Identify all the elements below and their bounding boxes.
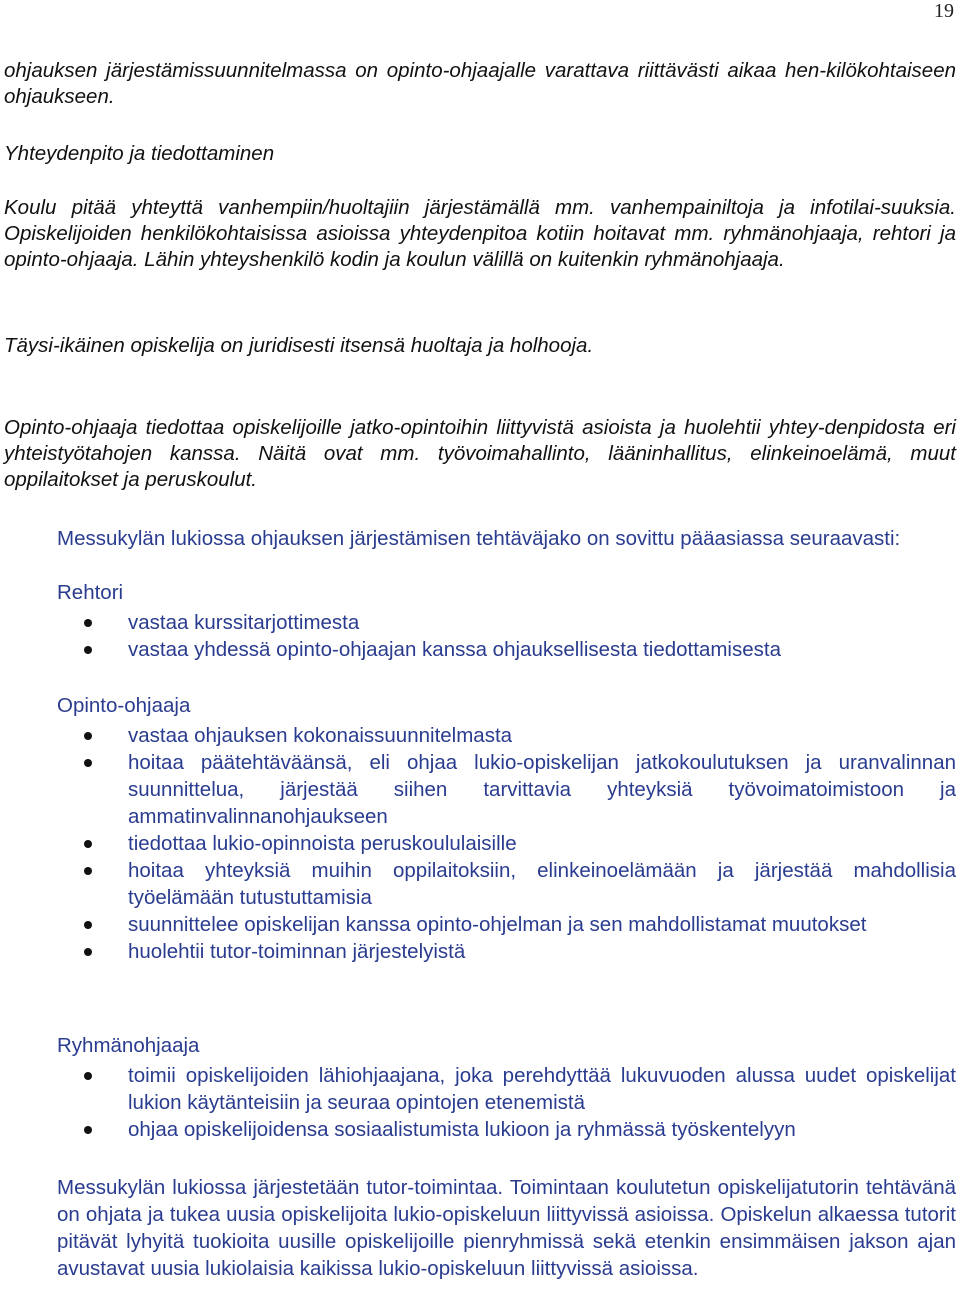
page-number: 19	[934, 0, 954, 22]
section-heading: Yhteydenpito ja tiedottaminen	[4, 142, 275, 165]
role-list-ryhmanohjaaja	[57, 1062, 956, 1143]
division-intro: Messukylän lukiossa ohjauksen järjestämisen tehtäväjako on sovittu pääasiassa seuraavasti:	[57, 527, 901, 550]
bullet-icon	[84, 867, 92, 875]
role-title-ryhmanohjaaja: Ryhmänohjaaja	[57, 1034, 200, 1057]
paragraph-counselor-info: Opinto-ohjaaja tiedottaa opiskelijoille jatko-opintoihin liittyvistä asioista ja huolehtii yhtey-denpidosta eri yhteistyötahojen kanssa. Näitä ovat mm. työvoimahallinto, lääninhallitus, elinkeinoelämä, muut oppilaitokset ja peruskoulut.	[4, 416, 956, 491]
bullet-icon	[84, 921, 92, 929]
list-item: vastaa kurssitarjottimesta	[57, 609, 956, 636]
bullet-icon	[84, 732, 92, 740]
list-item: vastaa yhdessä opinto-ohjaajan kanssa ohjauksellisesta tiedottamisesta	[57, 636, 956, 663]
list-item: huolehtii tutor-toiminnan järjestelyistä	[57, 938, 956, 965]
list-item: hoitaa yhteyksiä muihin oppilaitoksiin, elinkeinoelämään ja järjestää mahdollisia työelämään tutustuttamisia	[57, 857, 956, 911]
list-item: vastaa ohjauksen kokonaissuunnitelmasta	[57, 722, 956, 749]
bullet-icon	[84, 759, 92, 767]
paragraph-contacts: Koulu pitää yhteyttä vanhempiin/huoltajiin järjestämällä mm. vanhempainiltoja ja infotilai-suuksia. Opiskelijoiden henkilökohtaisissa asioissa yhteydenpitoa kotiin hoitavat mm. ryhmänohjaaja, rehtori ja opinto-ohjaaja. Lähin yhteyshenkilö kodin ja koulun välillä on kuitenkin ryhmänohjaaja.	[4, 196, 956, 271]
intro-line: ohjauksen järjestämissuunnitelmassa on opinto-ohjaajalle varattava riittävästi aikaa hen-kilökohtaiseen ohjaukseen.	[4, 59, 956, 108]
bullet-icon	[84, 1126, 92, 1134]
bullet-icon	[84, 840, 92, 848]
list-item: hoitaa päätehtäväänsä, eli ohjaa lukio-opiskelijan jatkokoulutuksen ja uranvalinnan suunnittelua, järjestää siihen tarvittavia yhteyksiä työvoimatoimistoon ja ammatinvalinnanohjaukseen	[57, 749, 956, 830]
bullet-icon	[84, 646, 92, 654]
tutor-paragraph: Messukylän lukiossa järjestetään tutor-toimintaa. Toimintaan koulutetun opiskelijatutorin tehtävänä on ohjata ja tukea uusia opiskelijoita lukio-opiskeluun liittyvissä asioissa. Opiskelun alkaessa tutorit pitävät lyhyitä tuokioita uusille opiskelijoille pienryhmissä sekä etenkin ensimmäisen jakson ajan avustavat uusia lukiolaisia kaikissa lukio-opiskeluun liittyvissä asioissa.	[57, 1176, 956, 1280]
bullet-icon	[84, 619, 92, 627]
bullet-icon	[84, 948, 92, 956]
list-item: toimii opiskelijoiden lähiohjaajana, joka perehdyttää lukuvuoden alussa uudet opiskelijat lukion käytänteisiin ja seuraa opintojen etenemistä	[57, 1062, 956, 1116]
bullet-icon	[84, 1072, 92, 1080]
list-item: tiedottaa lukio-opinnoista peruskoululaisille	[57, 830, 956, 857]
role-list-rehtori	[57, 609, 956, 663]
list-item: ohjaa opiskelijoidensa sosiaalistumista lukioon ja ryhmässä työskentelyyn	[57, 1116, 956, 1143]
role-title-opinto-ohjaaja: Opinto-ohjaaja	[57, 694, 191, 717]
list-item: suunnittelee opiskelijan kanssa opinto-ohjelman ja sen mahdollistamat muutokset	[57, 911, 956, 938]
role-title-rehtori: Rehtori	[57, 581, 124, 604]
role-list-opinto-ohjaaja	[57, 722, 956, 965]
paragraph-adult-student: Täysi-ikäinen opiskelija on juridisesti itsensä huoltaja ja holhooja.	[4, 334, 594, 357]
